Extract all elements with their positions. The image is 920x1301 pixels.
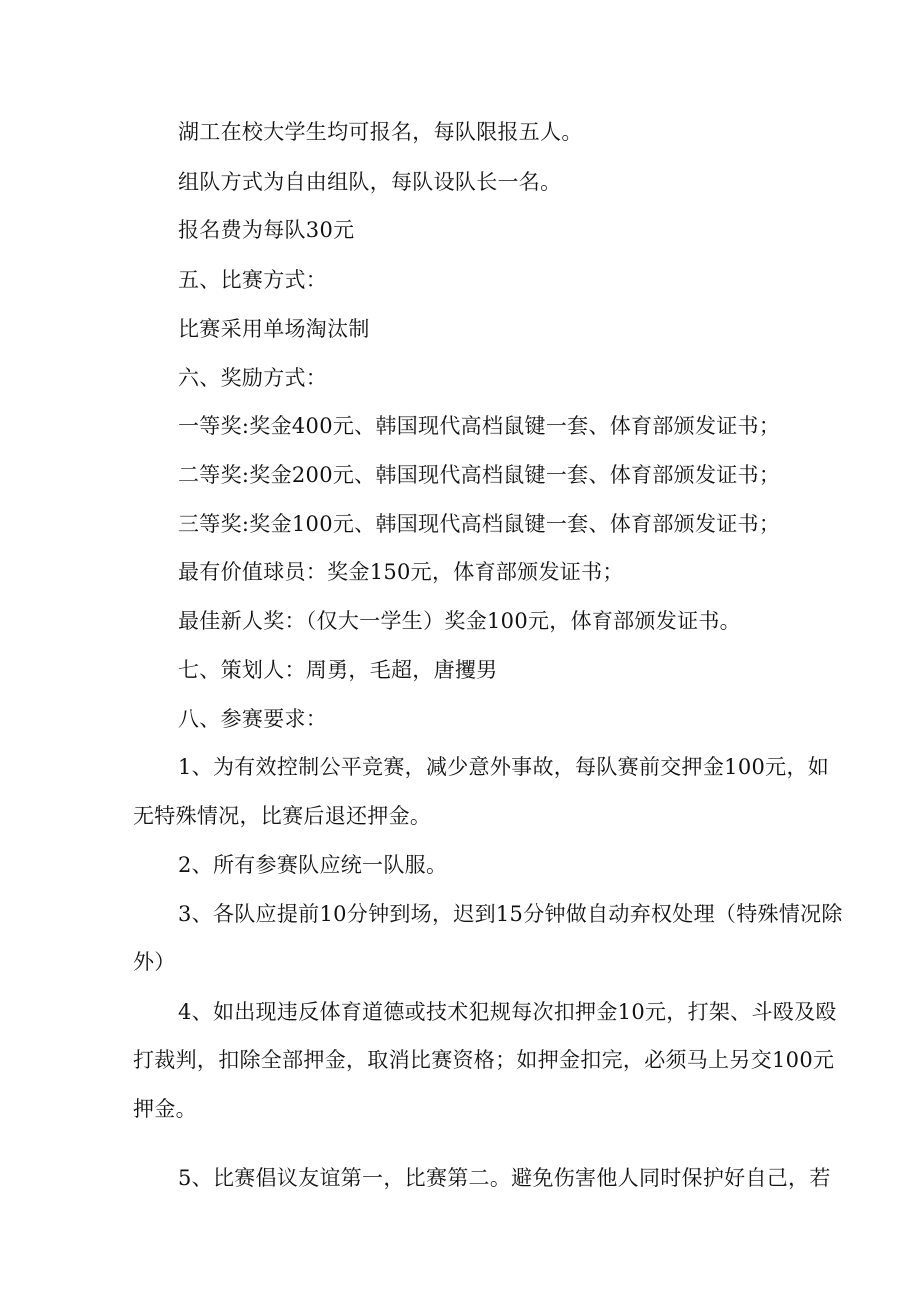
text-line-second-prize: 二等奖:奖金200元、韩国现代高档鼠键一套、体育部颁发证书； <box>178 463 781 487</box>
text-line-rule-1-cont: 无特殊情况，比赛后退还押金。 <box>133 804 432 828</box>
text-line-rule-3-cont: 外） <box>133 950 176 974</box>
text-line-rule-4-cont: 打裁判，扣除全部押金，取消比赛资格；如押金扣完，必须马上另交100元 <box>133 1048 835 1072</box>
section-heading-competition-format: 五、比赛方式： <box>178 268 328 292</box>
section-heading-planners: 七、策划人：周勇，毛超，唐攫男 <box>178 658 498 682</box>
section-heading-requirements: 八、参赛要求： <box>178 707 328 731</box>
text-line-eligibility: 湖工在校大学生均可报名，每队限报五人。 <box>178 120 583 144</box>
text-line-registration-fee: 报名费为每队30元 <box>178 218 355 242</box>
text-line-rule-4: 4、如出现违反体育道德或技术犯规每次扣押金10元，打架、斗殴及殴 <box>178 1000 837 1024</box>
text-line-elimination: 比赛采用单场淘汰制 <box>178 317 370 341</box>
text-line-best-newcomer: 最佳新人奖：（仅大一学生）奖金100元，体育部颁发证书。 <box>178 609 741 633</box>
text-line-third-prize: 三等奖:奖金100元、韩国现代高档鼠键一套、体育部颁发证书； <box>178 512 781 536</box>
text-line-mvp: 最有价值球员：奖金150元，体育部颁发证书； <box>178 560 624 584</box>
text-line-rule-3: 3、各队应提前10分钟到场，迟到15分钟做自动弃权处理（特殊情况除 <box>178 902 843 926</box>
text-line-rule-1: 1、为有效控制公平竞赛，减少意外事故，每队赛前交押金100元，如 <box>178 755 830 779</box>
text-line-team-formation: 组队方式为自由组队，每队设队长一名。 <box>178 170 562 194</box>
text-line-rule-5: 5、比赛倡议友谊第一，比赛第二。避免伤害他人同时保护好自己，若 <box>178 1166 831 1190</box>
text-line-first-prize: 一等奖:奖金400元、韩国现代高档鼠键一套、体育部颁发证书； <box>178 414 781 438</box>
section-heading-rewards: 六、奖励方式： <box>178 366 328 390</box>
text-line-rule-2: 2、所有参赛队应统一队服。 <box>178 853 448 877</box>
text-line-rule-4-cont-2: 押金。 <box>133 1097 197 1121</box>
